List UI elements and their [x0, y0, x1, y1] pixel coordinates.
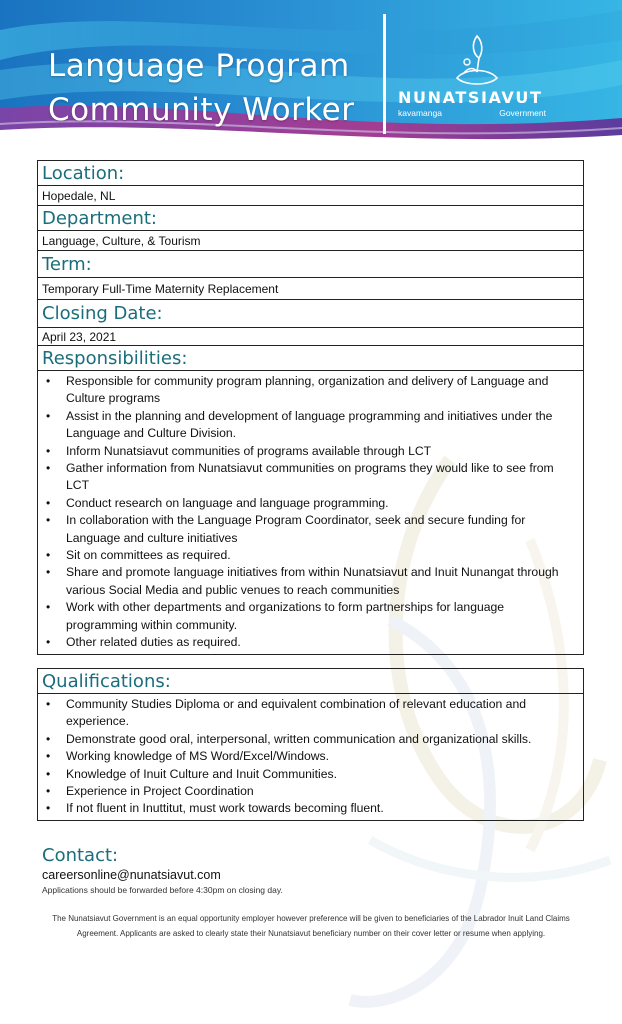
list-item: • In collaboration with the Language Program Coordinator, seek and secure funding for Language and culture initiatives: [64, 512, 579, 547]
list-item: • Sit on committees as required.: [64, 547, 579, 564]
contact-email[interactable]: careersonline@nunatsiavut.com: [42, 868, 221, 882]
list-item: • Responsible for community program planning, organization and delivery of Language and Culture programs: [64, 373, 579, 408]
term-value: Temporary Full-Time Maternity Replacement: [38, 278, 583, 300]
qualifications-list: [42, 694, 583, 820]
list-item: • Knowledge of Inuit Culture and Inuit Communities.: [64, 766, 579, 783]
header-divider: [383, 14, 386, 134]
department-heading: Department:: [38, 206, 583, 231]
term-heading: Term:: [38, 251, 583, 278]
qualifications-heading: Qualifications:: [38, 669, 583, 694]
location-value: Hopedale, NL: [38, 186, 583, 206]
equal-opportunity-statement: The Nunatsiavut Government is an equal opportunity employer however preference will be given to beneficiaries of the Labrador Inuit Land Claims Agreement. Applicants are asked to clearly state their Nunatsiavut beneficiary number on their cover letter or resume when applying.: [52, 914, 570, 938]
list-item: • Gather information from Nunatsiavut communities on programs they would like to see from LCT: [64, 460, 579, 495]
closing-date-heading: Closing Date:: [38, 300, 583, 328]
responsibilities-heading: Responsibilities:: [38, 346, 583, 371]
department-value: Language, Culture, & Tourism: [38, 231, 583, 251]
list-item: • Working knowledge of MS Word/Excel/Windows.: [64, 748, 579, 765]
org-sub-right: Government: [499, 108, 546, 118]
list-item: • Work with other departments and organizations to form partnerships for language programming within community.: [64, 599, 579, 634]
responsibilities-section: [38, 371, 583, 654]
list-item: • If not fluent in Inuttitut, must work towards becoming fluent.: [64, 800, 579, 817]
list-item: • Inform Nunatsiavut communities of programs available through LCT: [64, 443, 579, 460]
title-line-1: Language Program: [48, 48, 350, 84]
job-details-box: [37, 160, 584, 655]
location-heading: Location:: [38, 161, 583, 186]
org-subtitle: [398, 108, 546, 118]
nunatsiavut-logo-icon: [447, 32, 507, 92]
contact-note: Applications should be forwarded before 4:30pm on closing day.: [42, 885, 283, 895]
list-item: • Conduct research on language and language programming.: [64, 495, 579, 512]
list-item: • Share and promote language initiatives from within Nunatsiavut and Inuit Nunangat through various Social Media and public venues to reach communities: [64, 564, 579, 599]
closing-date-value: April 23, 2021: [38, 328, 583, 346]
list-item: • Other related duties as required.: [64, 634, 579, 651]
list-item: • Community Studies Diploma or and equivalent combination of relevant education and experience.: [64, 696, 579, 731]
list-item: • Assist in the planning and development of language programming and initiatives under the Language and Culture Division.: [64, 408, 579, 443]
qualifications-box: [37, 668, 584, 821]
responsibilities-list: [42, 371, 583, 654]
list-item: • Experience in Project Coordination: [64, 783, 579, 800]
contact-heading: Contact:: [42, 845, 119, 866]
qualifications-section: [38, 694, 583, 820]
title-line-2: Community Worker: [48, 92, 355, 128]
org-name: NUNATSIAVUT: [398, 88, 543, 107]
list-item: • Demonstrate good oral, interpersonal, written communication and organizational skills.: [64, 731, 579, 748]
org-sub-left: kavamanga: [398, 108, 442, 118]
page-title: [48, 44, 378, 132]
